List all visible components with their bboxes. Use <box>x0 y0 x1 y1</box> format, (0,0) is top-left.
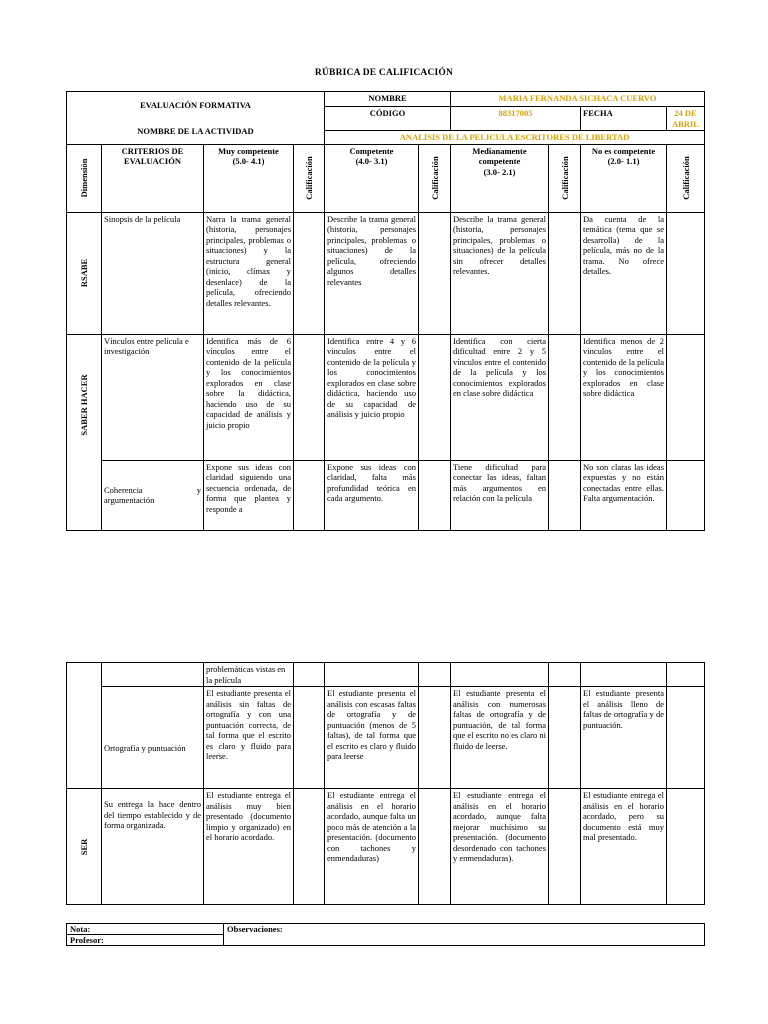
table-row <box>67 460 705 530</box>
level-cell: Expone sus ideas con claridad, falta más profundidad teórica en cada argumento. <box>325 460 419 530</box>
evaluation-type: EVALUACIÓN FORMATIVA <box>140 100 251 110</box>
criterion-cell: Sinopsis de la película <box>102 212 204 334</box>
grade-cell <box>549 334 581 460</box>
level-cell: Identifica menos de 2 vínculos entre el contenido de la película y los conocimientos explorados en clase sobre didáctica <box>581 334 667 460</box>
level-cell: Da cuenta de la temática (tema que se desarrolla) de la película, más no de la trama. No ofrece detalles. <box>581 212 667 334</box>
level-cell: Identifica entre 4 y 6 vínculos entre el contenido de la película y los conocimientos explorados en clase sobre didáctica, haciendo uso de su capacidad de análisis y juicio propio <box>325 334 419 460</box>
grade-cell <box>294 687 325 789</box>
grade-cell <box>667 212 705 334</box>
grade-cell <box>419 687 451 789</box>
level-cell: El estudiante presenta el análisis con numerosas faltas de ortografía y de puntuación, de tal forma que el escrito no es claro ni fluido de leerse. <box>451 687 549 789</box>
dimension-header: Dimensión <box>67 144 102 212</box>
level-cell: El estudiante presenta el análisis con escasas faltas de ortografía y de puntuación (menos de 5 faltas), de tal forma que el escrito es claro y fluido para leerse <box>325 687 419 789</box>
student-name: MARIA FERNANDA SICHACA CUERVO <box>451 92 705 107</box>
grade-cell <box>549 460 581 530</box>
criterion-cell: Ortografía y puntuación <box>102 687 204 789</box>
grade-cell <box>549 789 581 905</box>
date-label: FECHA <box>581 107 667 131</box>
level-cell: El estudiante presenta el análisis sin faltas de ortografía y con una puntuación correcta, de tal forma que el escrito es claro y fluido para leerse. <box>204 687 294 789</box>
grade-cell <box>549 663 581 687</box>
table-row <box>67 212 705 334</box>
grade-cell <box>549 687 581 789</box>
level-cell: Describe la trama general (historia, personajes principales, problemas o situaciones) de la película sin ofrecer detalles relevantes. <box>451 212 549 334</box>
table-row <box>67 334 705 460</box>
grade-cell <box>294 334 325 460</box>
grade-cell <box>294 663 325 687</box>
criteria-header: CRITERIOS DE EVALUACIÓN <box>102 144 204 212</box>
grade-cell <box>667 460 705 530</box>
level-cell: El estudiante entrega el análisis en el horario acordado, pero su documento está muy mal presentado. <box>581 789 667 905</box>
date-value: 24 DE ABRIL <box>667 107 705 131</box>
level-cell <box>451 663 549 687</box>
level-cell: Identifica más de 6 vínculos entre el contenido de la película y los conocimientos explorados en clase sobre la didáctica, haciendo uso de su capacidad de análisis y juicio propio <box>204 334 294 460</box>
criterion-cell: Coherencia y argumentación <box>102 460 204 530</box>
grade-cell <box>667 687 705 789</box>
grade-header-3: Calificación <box>549 144 581 212</box>
activity-name-label: NOMBRE DE LA ACTIVIDAD <box>137 126 254 136</box>
grade-header-1: Calificación <box>294 144 325 212</box>
level-cell: Narra la trama general (historia, personajes principales, problemas o situaciones) y la estructura general (inicio, clímax y desenlace) de la película, ofreciendo detalles relevantes. <box>204 212 294 334</box>
criterion-cell <box>102 663 204 687</box>
level-header-1: Muy competente (5.0- 4.1) <box>204 144 294 212</box>
grade-cell <box>419 789 451 905</box>
level-cell: Identifica con cierta dificultad entre 2 y 5 vínculos entre el contenido de la película y los conocimientos explorados en clase sobre didáctica <box>451 334 549 460</box>
code-label: CÓDIGO <box>325 107 451 131</box>
level-cell: problemáticas vistas en la película <box>204 663 294 687</box>
grade-header-2: Calificación <box>419 144 451 212</box>
document-title: RÚBRICA DE CALIFICACIÓN <box>314 68 454 78</box>
table-row <box>67 663 705 687</box>
student-code: 88317005 <box>451 107 581 131</box>
grade-header-4: Calificación <box>667 144 705 212</box>
table-row <box>67 789 705 905</box>
level-cell: El estudiante entrega el análisis muy bien presentado (documento limpio y organizado) en el horario acordado. <box>204 789 294 905</box>
footer-table <box>66 923 705 946</box>
dimension-saber-hacer: SABER HACER <box>67 334 102 530</box>
level-cell: El estudiante entrega el análisis en el horario acordado, aunque falta mejorar muchísimo su presentación. (documento desordenado con tachones y enmendaduras). <box>451 789 549 905</box>
criterion-cell: Vínculos entre película e investigación <box>102 334 204 460</box>
level-header-4: No es competente (2.0- 1.1) <box>581 144 667 212</box>
dimension-rsabe: RSABE <box>67 212 102 334</box>
rubric-table-page2 <box>66 662 705 905</box>
level-cell: Describe la trama general (historia, personajes principales, problemas o situaciones) de la película, ofreciendo algunos detalles relevantes <box>325 212 419 334</box>
grade-cell <box>419 334 451 460</box>
grade-cell <box>294 212 325 334</box>
dimension-cell <box>67 663 102 789</box>
rubric-table-page1 <box>66 91 705 531</box>
level-cell <box>581 663 667 687</box>
grade-cell <box>667 789 705 905</box>
grade-label: Nota: <box>67 924 224 935</box>
grade-cell <box>294 789 325 905</box>
level-cell <box>325 663 419 687</box>
name-label: NOMBRE <box>325 92 451 107</box>
level-header-3: Medianamente competente (3.0- 2.1) <box>451 144 549 212</box>
grade-cell <box>419 460 451 530</box>
level-header-2: Competente (4.0- 3.1) <box>325 144 419 212</box>
observations-label: Observaciones: <box>224 924 705 946</box>
level-cell: Tiene dificultad para conectar las ideas, faltan más argumentos en relación con la película <box>451 460 549 530</box>
level-cell: El estudiante presenta el análisis lleno de faltas de ortografía y de puntuación. <box>581 687 667 789</box>
grade-cell <box>419 663 451 687</box>
criterion-cell: Su entrega la hace dentro del tiempo establecido y de forma organizada. <box>102 789 204 905</box>
grade-cell <box>294 460 325 530</box>
dimension-ser: SER <box>67 789 102 905</box>
grade-cell <box>419 212 451 334</box>
grade-cell <box>549 212 581 334</box>
level-cell: No son claras las ideas expuestas y no están conectadas entre ellas. Falta argumentación. <box>581 460 667 530</box>
header-left-cell <box>67 92 325 145</box>
level-cell: El estudiante entrega el análisis en el horario acordado, aunque falta un poco más de atención a la presentación. (documento con tachones y enmendaduras) <box>325 789 419 905</box>
teacher-label: Profesor: <box>67 935 224 946</box>
table-row <box>67 687 705 789</box>
grade-cell <box>667 663 705 687</box>
level-cell: Expone sus ideas con claridad siguiendo una secuencia ordenada, de forma que plantea y responde a <box>204 460 294 530</box>
activity-name: ANALISIS DE LA PELICULA ESCRITORES DE LIBERTAD <box>325 131 705 145</box>
grade-cell <box>667 334 705 460</box>
